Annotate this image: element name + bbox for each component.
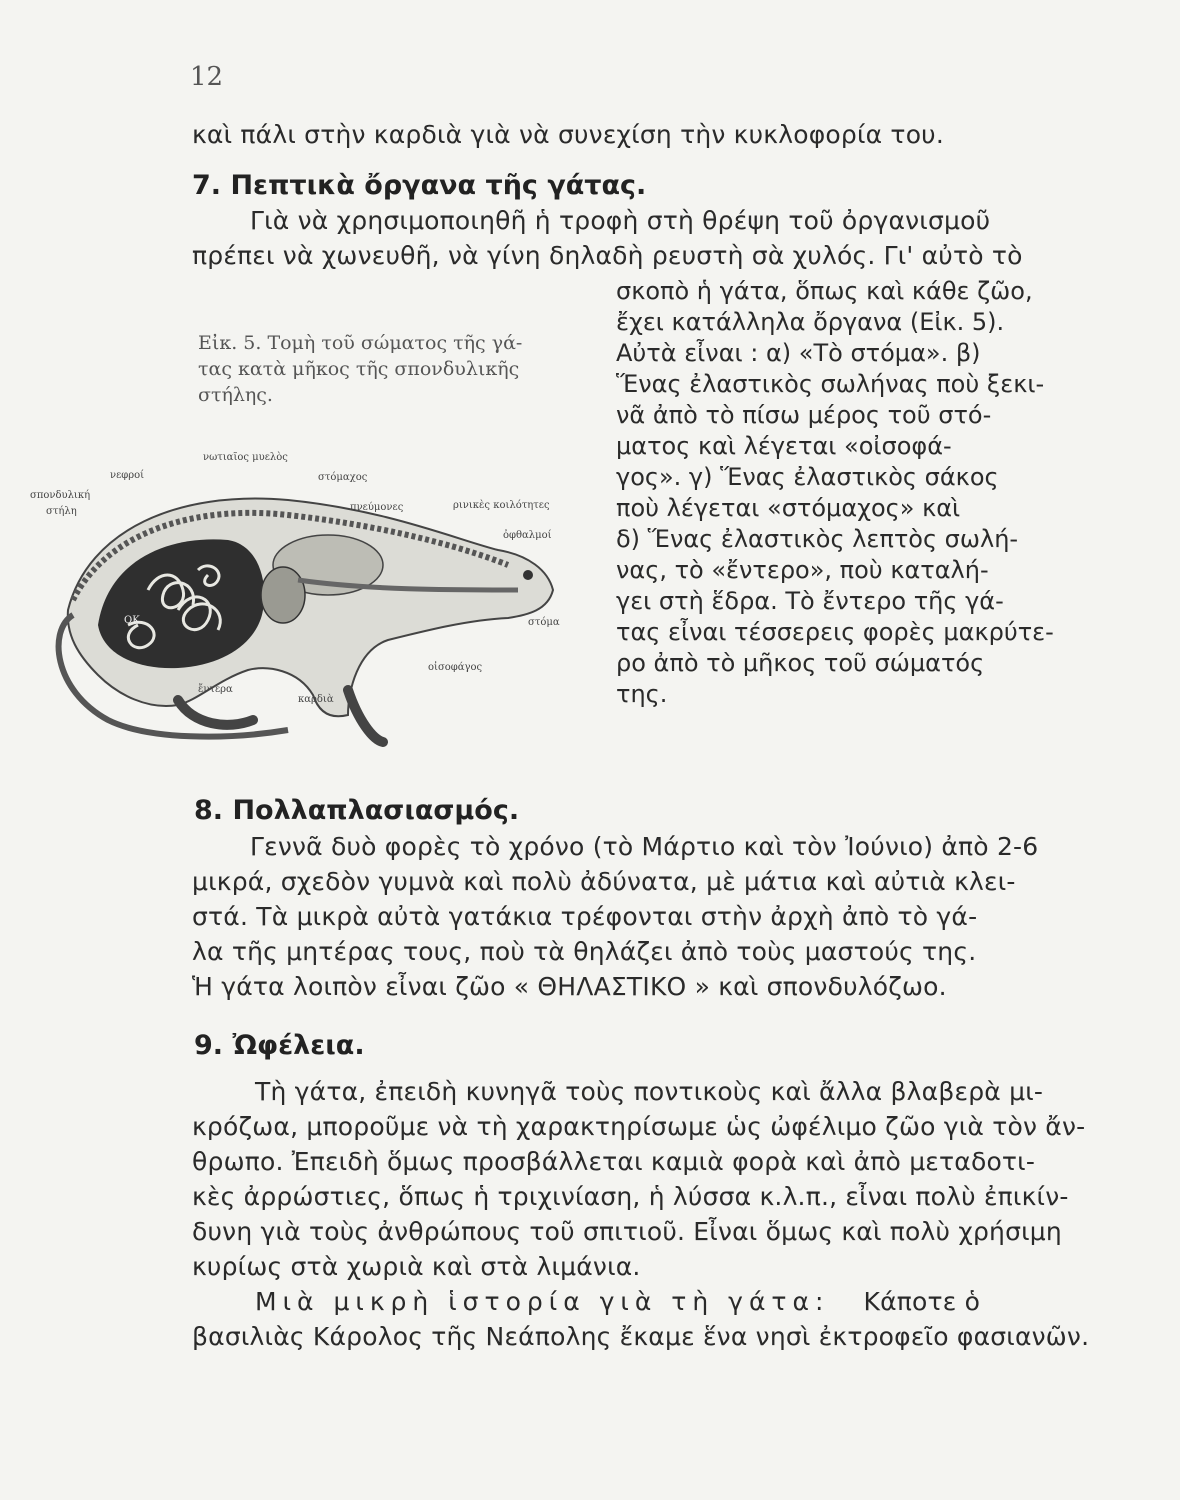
- text-line: ποὺ λέγεται «στόμαχος» καὶ: [616, 494, 961, 522]
- label-eye: ὀφθαλμοί: [503, 530, 552, 541]
- section9-line: Τὴ γάτα, ἐπειδὴ κυνηγᾶ τοὺς ποντικοὺς καὶ ἄλλα βλαβερὰ μι-: [255, 1077, 1044, 1106]
- text-line: νᾶ ἀπὸ τὸ πίσω μέρος τοῦ στό-: [616, 401, 992, 429]
- label-stomach: στόμαχος: [318, 472, 368, 483]
- section8-title: 8. Πολλαπλασιασμός.: [194, 795, 520, 826]
- section9-line: κὲς ἀρρώστιες, ὅπως ἡ τριχινίαση, ἡ λύσσα κ.λ.π., εἶναι πολὺ ἐπικίν-: [192, 1182, 1069, 1211]
- label-esophagus: οἰσοφάγος: [428, 662, 483, 673]
- cat-front-leg: [348, 690, 383, 742]
- label-mouth: στόμα: [528, 617, 560, 628]
- section7-line1: Γιὰ νὰ χρησιμοποιηθῆ ἡ τροφὴ στὴ θρέψη τοῦ ὀργανισμοῦ: [250, 206, 991, 235]
- label-nasal: ρινικὲς κοιλότητες: [453, 500, 550, 511]
- figure-caption: [198, 330, 588, 408]
- page-number: 12: [190, 62, 224, 92]
- section9-title: 9. Ὠφέλεια.: [194, 1030, 365, 1061]
- text-line: Αὐτὰ εἶναι : α) «Τὸ στόμα». β): [616, 339, 981, 367]
- eye: [523, 570, 533, 580]
- text-line: δ) Ἕνας ἐλαστικὸς λεπτὸς σωλή-: [616, 525, 1019, 553]
- label-kidneys: νεφροί: [110, 470, 145, 481]
- story-line1-rest: Κάποτε ὁ: [863, 1287, 981, 1316]
- cat-hind-leg: [178, 700, 253, 725]
- cat-anatomy-figure: [28, 440, 598, 760]
- story-heading: Μιὰ μικρὴ ἱστορία γιὰ τὴ γάτα:: [255, 1287, 830, 1316]
- section8-line: μικρά, σχεδὸν γυμνὰ καὶ πολὺ ἀδύνατα, μὲ μάτια καὶ αὐτιὰ κλει-: [192, 867, 1016, 896]
- intro-line: καὶ πάλι στὴν καρδιὰ γιὰ νὰ συνεχίση τὴν κυκλοφορία του.: [192, 120, 944, 149]
- section9-line: θρωπο. Ἐπειδὴ ὅμως προσβάλλεται καμιὰ φορὰ καὶ ἀπὸ μεταδοτι-: [192, 1147, 1036, 1176]
- label-ok: ΟΚ: [124, 615, 140, 626]
- section9-line: κυρίως στὰ χωριὰ καὶ στὰ λιμάνια.: [192, 1252, 641, 1281]
- text-line: της.: [616, 680, 668, 708]
- story-line2: βασιλιὰς Κάρολος τῆς Νεάπολης ἔκαμε ἕνα νησὶ ἐκτροφεῖο φασιανῶν.: [192, 1322, 1090, 1351]
- section7-title: 7. Πεπτικὰ ὄργανα τῆς γάτας.: [192, 170, 647, 201]
- section8-line: στά. Τὰ μικρὰ αὐτὰ γατάκια τρέφονται στὴν ἀρχὴ ἀπὸ τὸ γά-: [192, 902, 978, 931]
- heart: [261, 567, 305, 623]
- caption-line: στήλης.: [198, 384, 273, 406]
- section7-right-column: [616, 276, 1056, 710]
- text-line: γος». γ) Ἕνας ἐλαστικὸς σάκος: [616, 463, 999, 491]
- label-spine-1: σπονδυλική: [30, 490, 91, 501]
- label-spine-2: στήλη: [46, 506, 77, 517]
- text-line: γει στὴ ἕδρα. Τὸ ἔντερο τῆς γά-: [616, 587, 1004, 615]
- text-line: τας εἶναι τέσσερεις φορὲς μακρύτε-: [616, 618, 1054, 646]
- section7-line2: πρέπει νὰ χωνευθῆ, νὰ γίνη δηλαδὴ ρευστὴ σὰ χυλός. Γι' αὐτὸ τὸ: [192, 241, 1023, 270]
- label-intestine: ἔντερα: [198, 684, 233, 695]
- text-line: Ἕνας ἐλαστικὸς σωλήνας ποὺ ξεκι-: [616, 370, 1045, 398]
- caption-line: τας κατὰ μῆκος τῆς σπονδυλικῆς: [198, 358, 520, 380]
- text-line: ἔχει κατάλληλα ὄργανα (Εἰκ. 5).: [616, 308, 1005, 336]
- text-line: ματος καὶ λέγεται «οἰσοφά-: [616, 432, 952, 460]
- text-line: σκοπὸ ἡ γάτα, ὅπως καὶ κάθε ζῶο,: [616, 277, 1033, 305]
- label-heart: καρδιὰ: [298, 694, 334, 705]
- section9-line: δυνη γιὰ τοὺς ἀνθρώπους τοῦ σπιτιοῦ. Εἶναι ὅμως καὶ πολὺ χρήσιμη: [192, 1217, 1062, 1246]
- section8-line: Ἡ γάτα λοιπὸν εἶναι ζῶο « ΘΗΛΑΣΤΙΚΟ » καὶ σπονδυλόζωο.: [192, 972, 947, 1001]
- section8-line: λα τῆς μητέρας τους, ποὺ τὰ θηλάζει ἀπὸ τοὺς μαστούς της.: [192, 937, 977, 966]
- cat-anatomy-illustration: [28, 440, 598, 760]
- section8-line: Γεννᾶ δυὸ φορὲς τὸ χρόνο (τὸ Μάρτιο καὶ τὸν Ἰούνιο) ἀπὸ 2-6: [250, 832, 1039, 861]
- section9-line: κρόζωα, μποροῦμε νὰ τὴ χαρακτηρίσωμε ὡς ὠφέλιμο ζῶο γιὰ τὸν ἄν-: [192, 1112, 1086, 1141]
- story-line1: [255, 1287, 980, 1317]
- text-line: νας, τὸ «ἔντερο», ποὺ καταλή-: [616, 556, 989, 584]
- caption-line: Εἰκ. 5. Τομὴ τοῦ σώματος τῆς γά-: [198, 332, 523, 354]
- text-line: ρο ἀπὸ τὸ μῆκος τοῦ σώματός: [616, 649, 985, 677]
- label-nerves: νωτιαῖος μυελὸς: [203, 452, 288, 463]
- label-lungs: πνεύμονες: [350, 502, 404, 513]
